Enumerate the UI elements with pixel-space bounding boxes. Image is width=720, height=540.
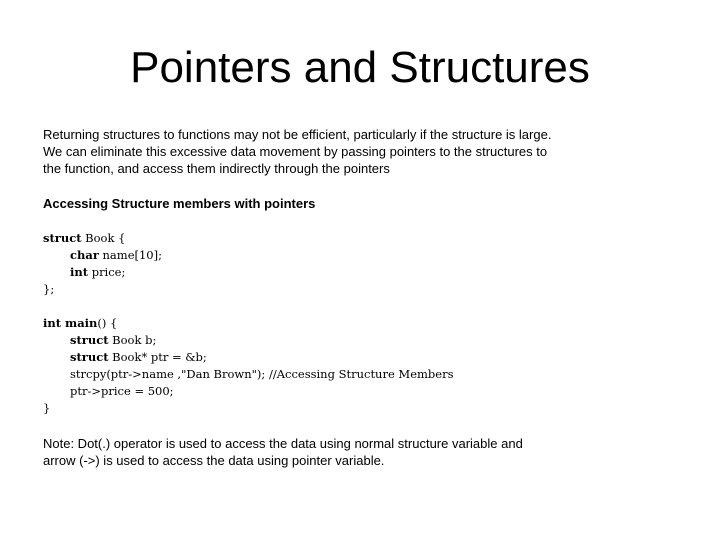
- slide-body: [43, 126, 643, 469]
- code-line: [43, 247, 643, 264]
- code-text: ptr->price = 500;: [70, 384, 174, 398]
- slide-title: Pointers and Structures: [130, 43, 590, 92]
- code-line: [43, 230, 643, 247]
- intro-line: We can eliminate this excessive data movement by passing pointers to the structures to: [43, 144, 548, 159]
- struct-definition-block: [43, 230, 643, 298]
- code-text: strcpy(ptr->name ,"Dan Brown"); //Accessing Structure Members: [70, 367, 454, 381]
- code-text: Book* ptr = &b;: [108, 350, 207, 364]
- intro-paragraph: [43, 126, 643, 177]
- code-keyword: struct: [70, 350, 109, 364]
- code-keyword: int main: [43, 316, 98, 330]
- code-text: }: [43, 401, 51, 415]
- intro-line: Returning structures to functions may not be efficient, particularly if the structure is large.: [43, 127, 552, 142]
- code-keyword: struct: [70, 333, 109, 347]
- code-text: price;: [88, 265, 126, 279]
- code-text: name[10];: [98, 248, 162, 262]
- code-keyword: char: [70, 248, 99, 262]
- intro-line: the function, and access them indirectly through the pointers: [43, 161, 390, 176]
- code-line: [43, 366, 643, 383]
- code-listing: [43, 230, 643, 417]
- code-keyword: struct: [43, 231, 82, 245]
- code-keyword: int: [70, 265, 89, 279]
- note-line: arrow (->) is used to access the data using pointer variable.: [43, 453, 385, 468]
- code-line: [43, 383, 643, 400]
- note-paragraph: [43, 435, 643, 469]
- main-function-block: [43, 315, 643, 417]
- code-line: [43, 281, 643, 298]
- code-line: [43, 349, 643, 366]
- code-text: Book b;: [108, 333, 157, 347]
- code-line: [43, 315, 643, 332]
- code-text: () {: [97, 316, 118, 330]
- code-line: [43, 264, 643, 281]
- section-subheading: Accessing Structure members with pointers: [43, 196, 316, 211]
- note-line: Note: Dot(.) operator is used to access the data using normal structure variable and: [43, 436, 523, 451]
- code-line: [43, 400, 643, 417]
- code-text: };: [43, 282, 55, 296]
- code-line: [43, 332, 643, 349]
- code-text: Book {: [81, 231, 126, 245]
